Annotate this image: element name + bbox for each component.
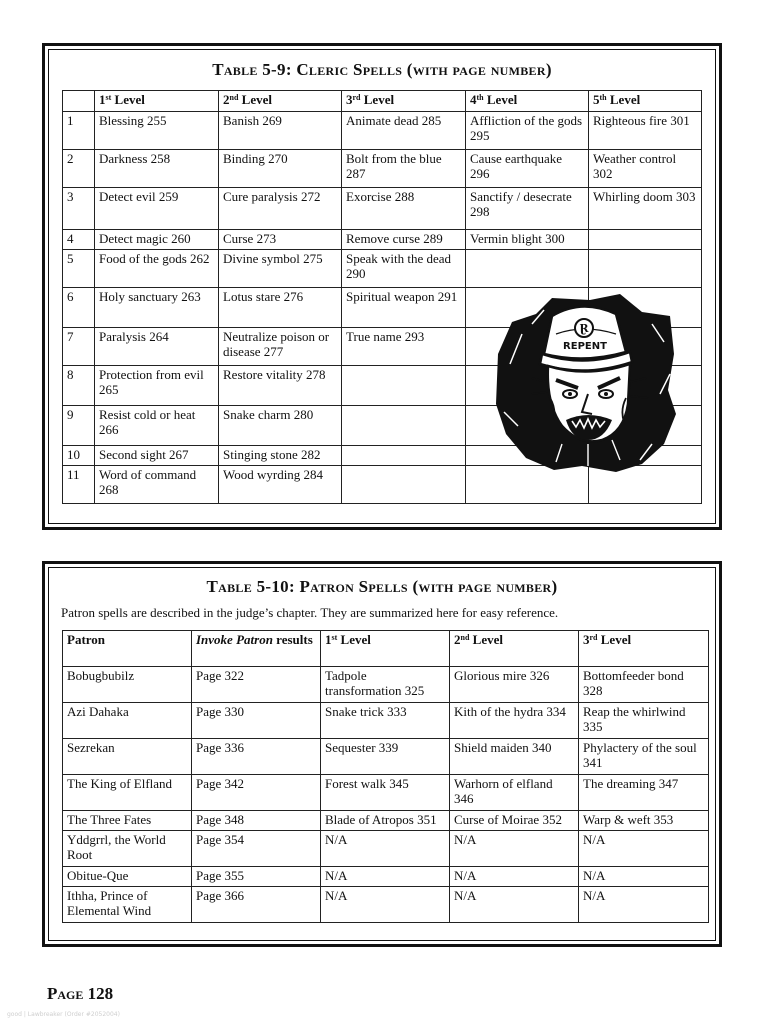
spell-cell-level-2: N/A <box>450 831 579 867</box>
spell-cell-level-2: Stinging stone 282 <box>219 446 342 466</box>
table-row <box>63 831 709 867</box>
spell-cell-level-4 <box>466 250 589 288</box>
spell-cell-level-5: Righteous fire 301 <box>589 112 702 150</box>
column-header-invoke: Invoke Patron results <box>192 631 321 667</box>
spell-cell-level-3: Bottomfeeder bond 328 <box>579 667 709 703</box>
spell-cell-level-3: Exorcise 288 <box>342 188 466 230</box>
spell-cell-level-3: Warp & weft 353 <box>579 811 709 831</box>
spell-cell-level-3: Phylactery of the soul 341 <box>579 739 709 775</box>
table-row <box>63 188 702 230</box>
hat-text: REPENT <box>563 341 607 352</box>
patron-name: Obitue-Que <box>63 867 192 887</box>
spell-cell-level-2: Restore vitality 278 <box>219 366 342 406</box>
column-header-level-5: 5th Level <box>589 91 702 112</box>
table-row <box>63 703 709 739</box>
spell-cell-level-1: Holy sanctuary 263 <box>95 288 219 328</box>
column-header-level-2: 2nd Level <box>450 631 579 667</box>
table-row <box>63 150 702 188</box>
row-number: 2 <box>63 150 95 188</box>
patron-name: Azi Dahaka <box>63 703 192 739</box>
spell-cell-level-3: Spiritual weapon 291 <box>342 288 466 328</box>
spell-cell-level-1: N/A <box>321 831 450 867</box>
spell-cell-level-1: Forest walk 345 <box>321 775 450 811</box>
column-header-level-3: 3rd Level <box>342 91 466 112</box>
row-number: 7 <box>63 328 95 366</box>
patron-spells-table <box>62 630 709 923</box>
spell-cell-level-2: Neutralize poison or disease 277 <box>219 328 342 366</box>
row-number: 5 <box>63 250 95 288</box>
spell-cell-level-1: Tadpole transformation 325 <box>321 667 450 703</box>
spell-cell-level-1: Word of command 268 <box>95 466 219 504</box>
spell-cell-level-4: Vermin blight 300 <box>466 230 589 250</box>
repent-man-illustration <box>492 294 678 474</box>
spell-cell-level-1: Detect evil 259 <box>95 188 219 230</box>
row-number: 4 <box>63 230 95 250</box>
invoke-page: Page 354 <box>192 831 321 867</box>
invoke-page: Page 355 <box>192 867 321 887</box>
spell-cell-level-1: N/A <box>321 887 450 923</box>
page-number: Page 128 <box>47 984 114 1003</box>
column-header-number <box>63 91 95 112</box>
cleric-table-title: Table 5-9: Cleric Spells (with page number) <box>212 60 552 79</box>
patron-name: The King of Elfland <box>63 775 192 811</box>
spell-cell-level-1: Darkness 258 <box>95 150 219 188</box>
patron-name: The Three Fates <box>63 811 192 831</box>
spell-cell-level-3: Speak with the dead 290 <box>342 250 466 288</box>
column-header-level-2: 2nd Level <box>219 91 342 112</box>
spell-cell-level-3: Reap the whirlwind 335 <box>579 703 709 739</box>
spell-cell-level-4: Sanctify / desecrate 298 <box>466 188 589 230</box>
patron-spells-frame <box>42 561 722 947</box>
spell-cell-level-3: True name 293 <box>342 328 466 366</box>
spell-cell-level-1: N/A <box>321 867 450 887</box>
spell-cell-level-1: Resist cold or heat 266 <box>95 406 219 446</box>
spell-cell-level-2: Wood wyrding 284 <box>219 466 342 504</box>
svg-text:Ɽ: Ɽ <box>579 322 589 335</box>
row-number: 3 <box>63 188 95 230</box>
spell-cell-level-1: Protection from evil 265 <box>95 366 219 406</box>
spell-cell-level-1: Detect magic 260 <box>95 230 219 250</box>
patron-intro-text: Patron spells are described in the judge’s chapter. They are summarized here for easy reference. <box>61 605 559 620</box>
spell-cell-level-1: Food of the gods 262 <box>95 250 219 288</box>
column-header-level-1: 1st Level <box>321 631 450 667</box>
row-number: 1 <box>63 112 95 150</box>
column-header-level-4: 4th Level <box>466 91 589 112</box>
patron-name: Yddgrrl, the World Root <box>63 831 192 867</box>
spell-cell-level-1: Blade of Atropos 351 <box>321 811 450 831</box>
column-header-level-3: 3rd Level <box>579 631 709 667</box>
spell-cell-level-3: The dreaming 347 <box>579 775 709 811</box>
spell-cell-level-1: Sequester 339 <box>321 739 450 775</box>
spell-cell-level-4: Affliction of the gods 295 <box>466 112 589 150</box>
invoke-page: Page 366 <box>192 887 321 923</box>
row-number: 10 <box>63 446 95 466</box>
column-header-patron: Patron <box>63 631 192 667</box>
patron-name: Ithha, Prince of Elemental Wind <box>63 887 192 923</box>
spell-cell-level-2: Shield maiden 340 <box>450 739 579 775</box>
table-row <box>63 775 709 811</box>
spell-cell-level-3 <box>342 406 466 446</box>
spell-cell-level-2: Cure paralysis 272 <box>219 188 342 230</box>
table-header-row <box>63 631 709 667</box>
patron-table-title: Table 5-10: Patron Spells (with page number) <box>206 577 558 596</box>
spell-cell-level-5: Whirling doom 303 <box>589 188 702 230</box>
spell-cell-level-3: N/A <box>579 887 709 923</box>
spell-cell-level-2: Kith of the hydra 334 <box>450 703 579 739</box>
invoke-page: Page 336 <box>192 739 321 775</box>
table-row <box>63 250 702 288</box>
row-number: 11 <box>63 466 95 504</box>
spell-cell-level-3: N/A <box>579 867 709 887</box>
table-header-row <box>63 91 702 112</box>
table-row <box>63 739 709 775</box>
invoke-page: Page 322 <box>192 667 321 703</box>
spell-cell-level-2: Snake charm 280 <box>219 406 342 446</box>
spell-cell-level-2: Curse 273 <box>219 230 342 250</box>
spell-cell-level-3: Bolt from the blue 287 <box>342 150 466 188</box>
spell-cell-level-2: Binding 270 <box>219 150 342 188</box>
spell-cell-level-2: Lotus stare 276 <box>219 288 342 328</box>
invoke-page: Page 342 <box>192 775 321 811</box>
spell-cell-level-2: Curse of Moirae 352 <box>450 811 579 831</box>
spell-cell-level-2: Glorious mire 326 <box>450 667 579 703</box>
spell-cell-level-2: N/A <box>450 867 579 887</box>
spell-cell-level-2: Divine symbol 275 <box>219 250 342 288</box>
patron-name: Sezrekan <box>63 739 192 775</box>
spell-cell-level-3: N/A <box>579 831 709 867</box>
spell-cell-level-4: Cause earthquake 296 <box>466 150 589 188</box>
table-row <box>63 811 709 831</box>
table-row <box>63 667 709 703</box>
footer-note: good | Lawbreaker (Order #2052004) <box>7 1011 120 1018</box>
spell-cell-level-1: Paralysis 264 <box>95 328 219 366</box>
row-number: 8 <box>63 366 95 406</box>
row-number: 9 <box>63 406 95 446</box>
table-row <box>63 230 702 250</box>
spell-cell-level-5 <box>589 250 702 288</box>
spell-cell-level-1: Snake trick 333 <box>321 703 450 739</box>
row-number: 6 <box>63 288 95 328</box>
spell-cell-level-2: Warhorn of elfland 346 <box>450 775 579 811</box>
cleric-spells-frame <box>42 43 722 530</box>
spell-cell-level-3 <box>342 366 466 406</box>
table-row <box>63 887 709 923</box>
column-header-level-1: 1st Level <box>95 91 219 112</box>
invoke-page: Page 348 <box>192 811 321 831</box>
spell-cell-level-1: Second sight 267 <box>95 446 219 466</box>
spell-cell-level-3 <box>342 466 466 504</box>
invoke-page: Page 330 <box>192 703 321 739</box>
spell-cell-level-1: Blessing 255 <box>95 112 219 150</box>
spell-cell-level-5: Weather control 302 <box>589 150 702 188</box>
spell-cell-level-3 <box>342 446 466 466</box>
table-row <box>63 867 709 887</box>
spell-cell-level-3: Remove curse 289 <box>342 230 466 250</box>
spell-cell-level-5 <box>589 230 702 250</box>
spell-cell-level-2: Banish 269 <box>219 112 342 150</box>
table-row <box>63 112 702 150</box>
spell-cell-level-3: Animate dead 285 <box>342 112 466 150</box>
patron-name: Bobugbubilz <box>63 667 192 703</box>
spell-cell-level-2: N/A <box>450 887 579 923</box>
